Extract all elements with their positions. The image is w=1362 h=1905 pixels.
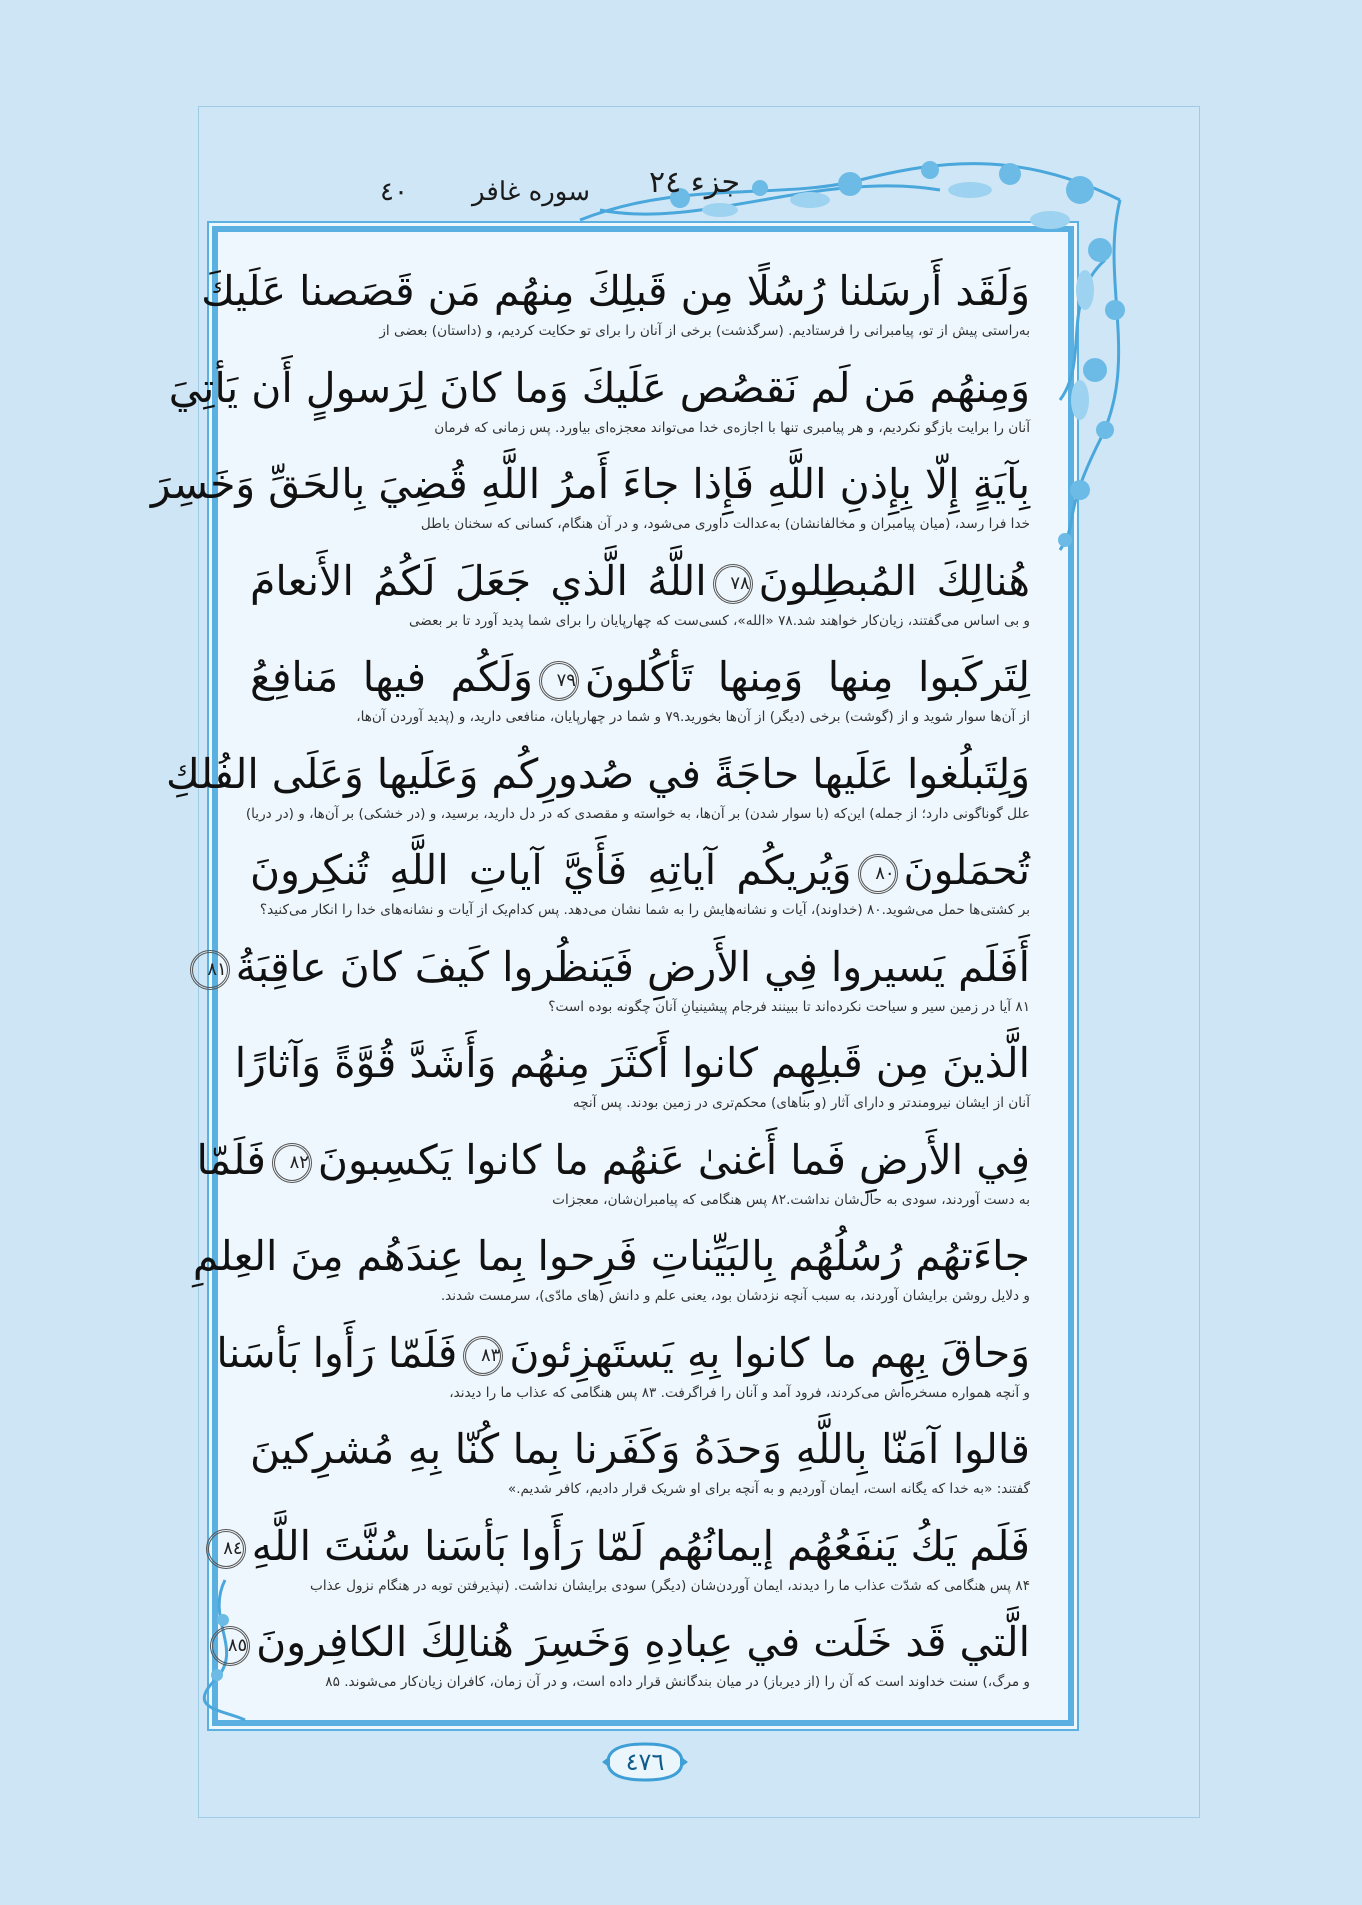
arabic-text: تُحمَلونَ٨٠وَيُريكُم آياتِهِ فَأَيَّ آياتِ اللَّهِ تُنكِرونَ — [250, 846, 1030, 894]
juz-label: جزء ٢٤ — [649, 165, 740, 200]
verse-line-8 — [207, 938, 1030, 1035]
arabic-text: أَفَلَم يَسيروا فِي الأَرضِ فَيَنظُروا كَيفَ كانَ عاقِبَةُ٨١ — [250, 938, 1030, 996]
arabic-text: الَّذينَ مِن قَبلِهِم كانوا أَكثَرَ مِنهُم وَأَشَدَّ قُوَّةً وَآثارًا — [234, 1039, 1030, 1087]
persian-translation: و آنچه همواره مسخره‌اش می‌کردند، فرود آمد و آنان را فراگرفت. ۸۳ پس هنگامی که عذاب ما را دیدند، — [449, 1384, 1030, 1401]
persian-translation: ۸۴ پس هنگامی که شدّت عذاب ما را دیدند، ایمان آوردن‌شان (دیگر) سودی برایشان نداشت. (نپذیرفتن توبه در هنگام نزول عذاب — [310, 1577, 1030, 1594]
ayah-number-medallion-icon: ٨٥ — [210, 1626, 250, 1666]
ayah-number-medallion-icon: ٨١ — [190, 950, 230, 990]
verse-line-13 — [250, 1420, 1030, 1517]
verse-line-12 — [216, 1324, 1030, 1421]
ayah-number-medallion-icon: ٧٩ — [539, 661, 579, 701]
persian-translation: آنان از ایشان نیرومندتر و دارای آثار (و بناهای) محکم‌تری در زمین بودند. پس آنچه — [572, 1095, 1030, 1111]
persian-translation: گفتند: «به خدا که یگانه است، ایمان آوردیم و به آنچه برای او شریک قرار دادیم، کافر شدیم.» — [507, 1481, 1030, 1497]
verse-line-15 — [227, 1613, 1030, 1710]
page-header — [380, 165, 740, 215]
arabic-text: وَمِنهُم مَن لَم نَقصُص عَلَيكَ وَما كانَ لِرَسولٍ أَن يَأتِيَ — [168, 363, 1030, 412]
verse-line-2 — [168, 359, 1030, 456]
verse-line-6 — [165, 745, 1030, 842]
verse-line-9 — [234, 1034, 1030, 1131]
arabic-text: جاءَتهُم رُسُلُهُم بِالبَيِّناتِ فَرِحوا بِما عِندَهُم مِنَ العِلمِ — [192, 1232, 1030, 1280]
persian-translation: به دست آوردند، سودی به حال‌شان نداشت.۸۲ پس هنگامی که پیامبران‌شان، معجزات — [552, 1191, 1030, 1208]
ayah-number-medallion-icon: ٧٨ — [713, 564, 753, 604]
persian-translation: از آن‌ها سوار شوید و از (گوشت) برخی (دیگر) از آن‌ها بخورید.۷۹ و شما در چهارپایان، منافعی دارید، و (پدید آوردن آن‌ها، — [356, 709, 1030, 725]
arabic-text: فِي الأَرضِ فَما أَغنىٰ عَنهُم ما كانوا يَكسِبونَ٨٢فَلَمّا — [196, 1135, 1030, 1184]
arabic-text: وَحاقَ بِهِم ما كانوا بِهِ يَستَهزِئونَ٨٣فَلَمّا رَأَوا بَأسَنا — [216, 1328, 1030, 1377]
verse-line-1 — [201, 262, 1030, 359]
verse-line-5 — [250, 648, 1030, 745]
arabic-text: هُنالِكَ المُبطِلونَ٧٨اللَّهُ الَّذي جَعَلَ لَكُمُ الأَنعامَ — [250, 556, 1030, 605]
arabic-text: قالوا آمَنّا بِاللَّهِ وَحدَهُ وَكَفَرنا بِما كُنّا بِهِ مُشرِكينَ — [250, 1425, 1030, 1473]
persian-translation: آنان را برایت بازگو نکردیم، و هر پیامبری تنها با اجازه‌ی خدا می‌تواند معجزه‌ای بیاورد. پس زمانی که فرمان — [434, 419, 1030, 436]
persian-translation: علل گوناگونی دارد؛ از جمله) این‌که (با سوار شدن) بر آن‌ها، به خواسته و مقصدی که در دل دارید، برسید، و (در خشکی) بر آن‌ها، و (در دریا) — [245, 805, 1030, 822]
persian-translation: بر کشتی‌ها حمل می‌شوید.۸۰ (خداوند)، آیات و نشانه‌هایش را به شما نشان می‌دهد. پس کدام‌یک از آیات و نشانه‌های خدا را انکار می‌کنید؟ — [259, 902, 1030, 918]
arabic-text: لِتَركَبوا مِنها وَمِنها تَأكُلونَ٧٩وَلَكُم فيها مَنافِعُ — [250, 653, 1030, 701]
verse-line-3 — [150, 455, 1030, 552]
ayah-number-medallion-icon: ٨٠ — [858, 854, 898, 894]
arabic-text: الَّتي قَد خَلَت في عِبادِهِ وَخَسِرَ هُنالِكَ الكافِرونَ٨٥ — [250, 1613, 1030, 1671]
ayah-number-medallion-icon: ٨٢ — [272, 1143, 312, 1183]
verse-line-7 — [250, 841, 1030, 938]
surah-number: ٤٠ — [380, 177, 408, 207]
arabic-text: وَلَقَد أَرسَلنا رُسُلًا مِن قَبلِكَ مِنهُم مَن قَصَصنا عَلَيكَ — [201, 267, 1030, 315]
ayah-number-medallion-icon: ٨٣ — [463, 1336, 503, 1376]
persian-translation: و مرگ،) سنت خداوند است که آن را (از دیرباز) در میان بندگانش قرار داده است، و در آن زمان، کافران زیان‌کار می‌شوند. ۸۵ — [325, 1674, 1030, 1690]
persian-translation: و دلایل روشن برایشان آوردند، به سبب آنچه نزدشان بود، یعنی علم و دانش (های مادّی)، سرمست شدند. — [440, 1288, 1030, 1304]
verse-line-4 — [250, 552, 1030, 649]
arabic-text: بِآيَةٍ إِلّا بِإِذنِ اللَّهِ فَإِذا جاءَ أَمرُ اللَّهِ قُضِيَ بِالحَقِّ وَخَسِرَ — [150, 460, 1030, 508]
persian-translation: و بی اساس می‌گفتند، زیان‌کار خواهند شد.۷۸ «الله»، کسی‌ست که چهارپایان را برای شما پدید آورد تا بر بعضی — [408, 612, 1030, 629]
verse-line-11 — [192, 1227, 1030, 1324]
persian-translation: به‌راستی پیش از تو، پیامبرانی را فرستادیم. (سرگذشت) برخی از آنان را برای تو حکایت کردیم، و (داستان) بعضی از — [379, 323, 1030, 339]
surah-name: سوره غافر — [472, 177, 590, 207]
arabic-text: فَلَم يَكُ يَنفَعُهُم إيمانُهُم لَمّا رَأَوا بَأسَنا سُنَّتَ اللَّهِ٨٤ — [250, 1517, 1030, 1575]
verse-line-14 — [223, 1517, 1030, 1614]
verse-lines — [150, 262, 1030, 1710]
persian-translation: ۸۱ آیا در زمین سیر و سیاحت نکرده‌اند تا ببینند فرجام پیشینیانِ آنان چگونه بوده است؟ — [548, 998, 1030, 1015]
page-number: ٤٧٦ — [625, 1748, 665, 1776]
page-number-medallion-icon — [600, 1740, 690, 1784]
arabic-text: وَلِتَبلُغوا عَلَيها حاجَةً في صُدورِكُم وَعَلَيها وَعَلَى الفُلكِ — [165, 749, 1030, 798]
verse-line-10 — [196, 1131, 1030, 1228]
ayah-number-medallion-icon: ٨٤ — [206, 1529, 246, 1569]
persian-translation: خدا فرا رسد، (میان پیامبران و مخالفانشان) به‌عدالت داوری می‌شود، و در آن هنگام، کسانی که سخنان باطل — [420, 516, 1030, 532]
